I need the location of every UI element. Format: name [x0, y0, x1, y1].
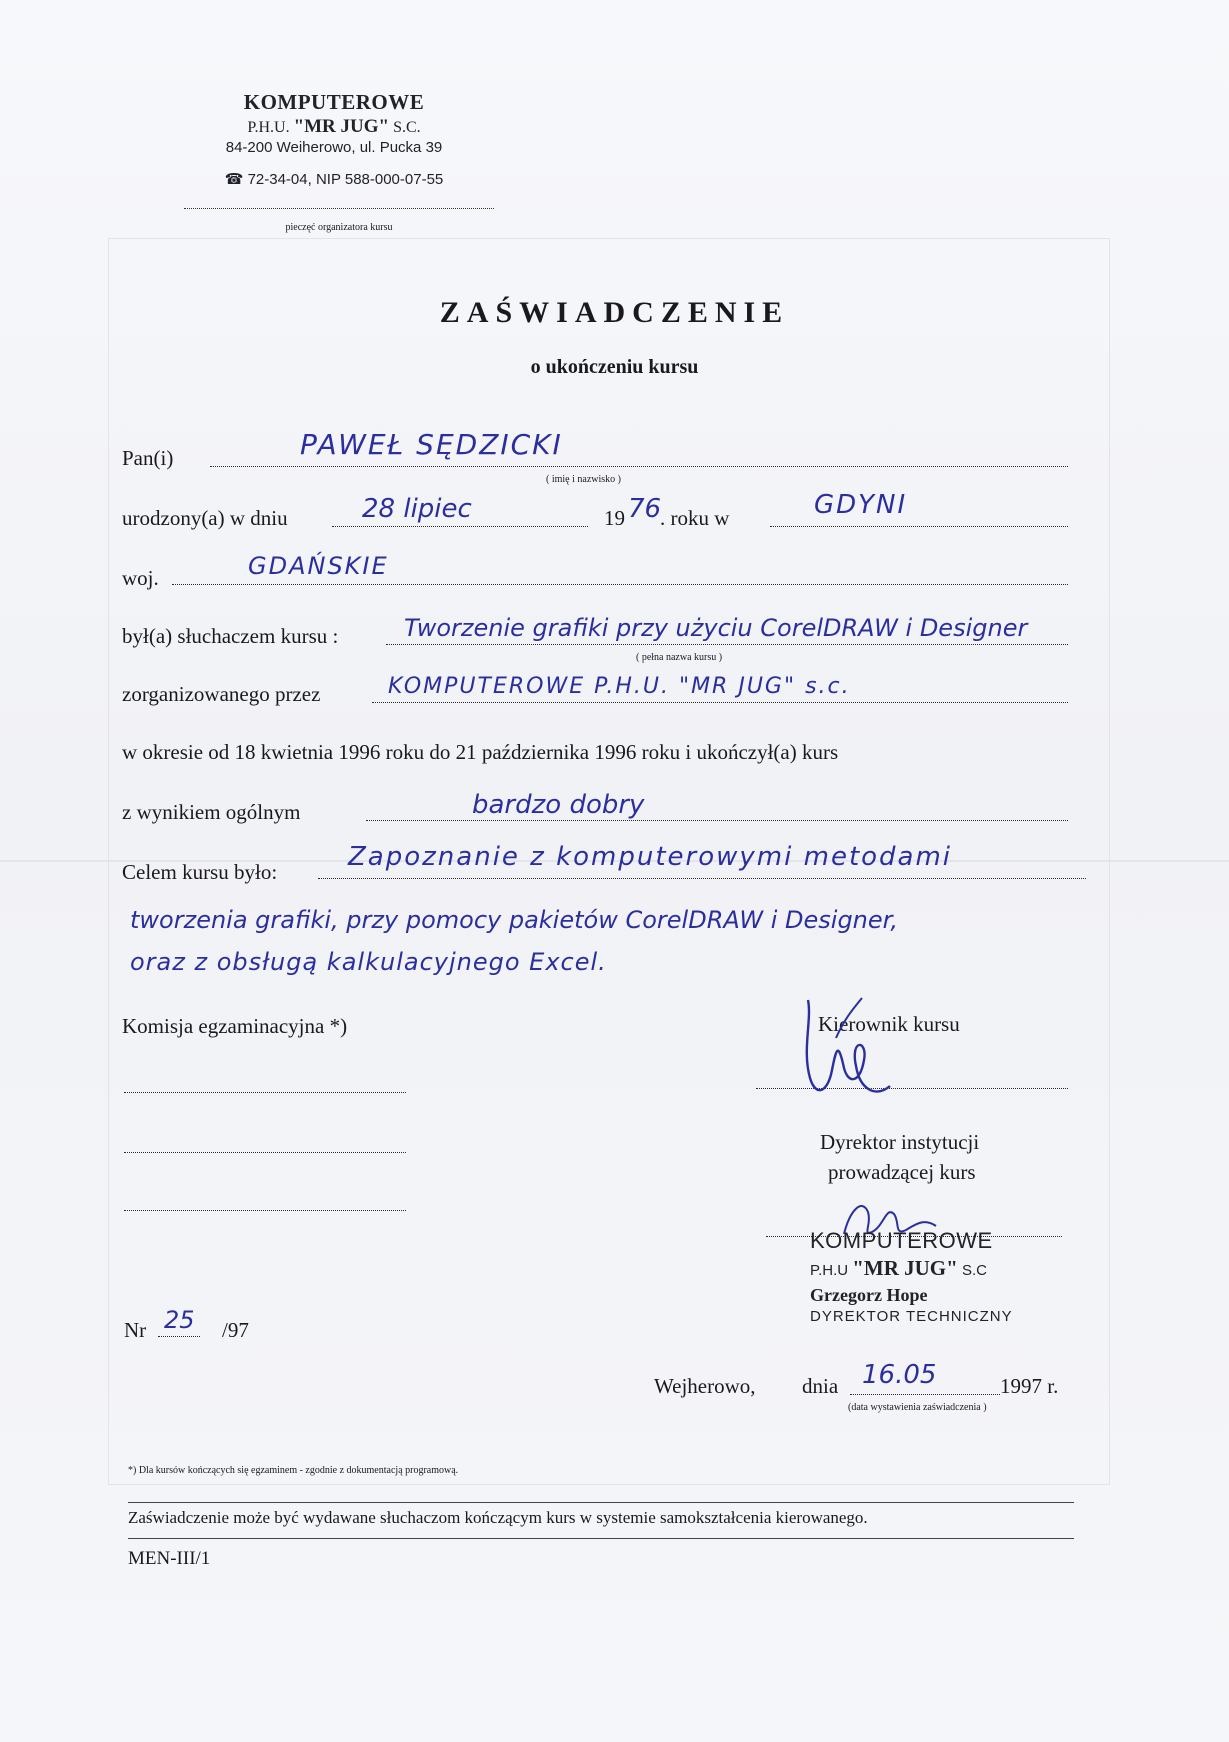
- director-stamp-role: DYREKTOR TECHNICZNY: [810, 1308, 1013, 1325]
- commission-label: Komisja egzaminacyjna *): [122, 1014, 348, 1038]
- stamp-name: "MR JUG": [293, 116, 390, 137]
- organizer-label: zorganizowanego przez: [122, 682, 321, 706]
- manager-signature-icon: [778, 980, 918, 1120]
- director-stamp-brand: "MR JUG": [852, 1256, 958, 1280]
- stamp-company: KOMPUTEROWE: [243, 90, 425, 114]
- goal-line-2: tworzenia grafiki, przy pomocy pakietów CorelDRAW i Designer,: [130, 906, 898, 934]
- bottom-note: Zaświadczenie może być wydawane słuchaczom kończącym kurs w systemie samokształcenia kierowanego.: [128, 1508, 868, 1527]
- bottom-rule-bottom: [128, 1538, 1074, 1539]
- organizer-value: KOMPUTEROWE P.H.U. "MR JUG" s.c.: [388, 674, 851, 699]
- stamp-caption: pieczęć organizatora kursu: [285, 222, 393, 233]
- result-value: bardzo dobry: [472, 790, 645, 820]
- course-label: był(a) słuchaczem kursu :: [122, 624, 339, 648]
- place-value: GDYNI: [814, 490, 908, 520]
- manager-label: Kierownik kursu: [818, 1012, 960, 1036]
- stamp-suffix: S.C.: [393, 119, 421, 136]
- born-label: urodzony(a) w dniu: [122, 506, 288, 530]
- director-label-1: Dyrektor instytucji: [820, 1130, 980, 1154]
- issue-caption: (data wystawienia zaświadczenia ): [848, 1402, 987, 1413]
- course-value: Tworzenie grafiki przy użyciu CorelDRAW i Designer: [404, 614, 1028, 642]
- number-dots: [158, 1336, 200, 1337]
- number-label: Nr: [124, 1318, 147, 1342]
- name-caption: ( imię i nazwisko ): [546, 474, 621, 485]
- stamp-phone: ☎ 72-34-04, NIP 588-000-07-55: [224, 171, 444, 188]
- goal-dots: [318, 878, 1086, 879]
- footnote: *) Dla kursów kończących się egzaminem - zgodnie z dokumentacją programową.: [128, 1465, 459, 1476]
- result-dots: [366, 820, 1068, 821]
- course-caption: ( pełna nazwa kursu ): [636, 652, 723, 663]
- commission-line-2: [124, 1152, 406, 1153]
- director-stamp-prefix: P.H.U: [810, 1262, 849, 1279]
- born-dots: [332, 526, 588, 527]
- place-dots: [770, 526, 1068, 527]
- issue-year: 1997 r.: [1000, 1374, 1059, 1398]
- period-text: w okresie od 18 kwietnia 1996 roku do 21 października 1996 roku i ukończył(a) kurs: [122, 740, 839, 764]
- stamp-dotted-line: [184, 208, 494, 209]
- document-title: ZAŚWIADCZENIE: [439, 296, 790, 329]
- goal-line-3: oraz z obsługą kalkulacyjnego Excel.: [130, 948, 607, 976]
- issue-date-value: 16.05: [862, 1360, 937, 1390]
- year-label: . roku w: [660, 506, 730, 530]
- born-date: 28 lipiec: [362, 494, 472, 524]
- organizer-stamp: [214, 90, 454, 188]
- director-stamp-suffix: S.C: [961, 1262, 987, 1279]
- commission-line-3: [124, 1210, 406, 1211]
- name-label: Pan(i): [122, 446, 174, 470]
- director-label-2: prowadzącej kurs: [828, 1160, 976, 1184]
- goal-line-1: Zapoznanie z komputerowymi metodami: [348, 842, 953, 872]
- voivodeship-dots: [172, 584, 1068, 585]
- course-dots: [386, 644, 1068, 645]
- year-prefix: 19: [604, 506, 625, 530]
- director-stamp-person: Grzegorz Hope: [810, 1285, 928, 1305]
- issue-day-label: dnia: [802, 1374, 839, 1398]
- number-value: 25: [164, 1306, 195, 1334]
- name-value: PAWEŁ SĘDZICKI: [300, 428, 563, 461]
- issue-date-dots: [850, 1394, 1000, 1395]
- name-dots: [210, 466, 1068, 467]
- bottom-rule-top: [128, 1502, 1074, 1503]
- voivodeship-label: woj.: [122, 566, 159, 590]
- commission-line-1: [124, 1092, 406, 1093]
- result-label: z wynikiem ogólnym: [122, 800, 301, 824]
- director-stamp-line2: [810, 1256, 1050, 1281]
- form-code: MEN-III/1: [128, 1548, 211, 1569]
- document-subtitle: o ukończeniu kursu: [530, 356, 699, 378]
- issue-place: Wejherowo,: [654, 1374, 756, 1398]
- stamp-prefix: P.H.U.: [247, 119, 290, 136]
- voivodeship-value: GDAŃSKIE: [248, 552, 389, 580]
- number-suffix: /97: [222, 1318, 249, 1342]
- director-stamp-company: KOMPUTEROWE: [810, 1228, 993, 1253]
- organizer-dots: [372, 702, 1068, 703]
- stamp-address: 84-200 Weiherowo, ul. Pucka 39: [225, 139, 443, 156]
- goal-label: Celem kursu było:: [122, 860, 278, 884]
- director-stamp: [810, 1228, 1050, 1325]
- stamp-company-line2: [214, 116, 454, 138]
- year-value: 76: [628, 494, 662, 524]
